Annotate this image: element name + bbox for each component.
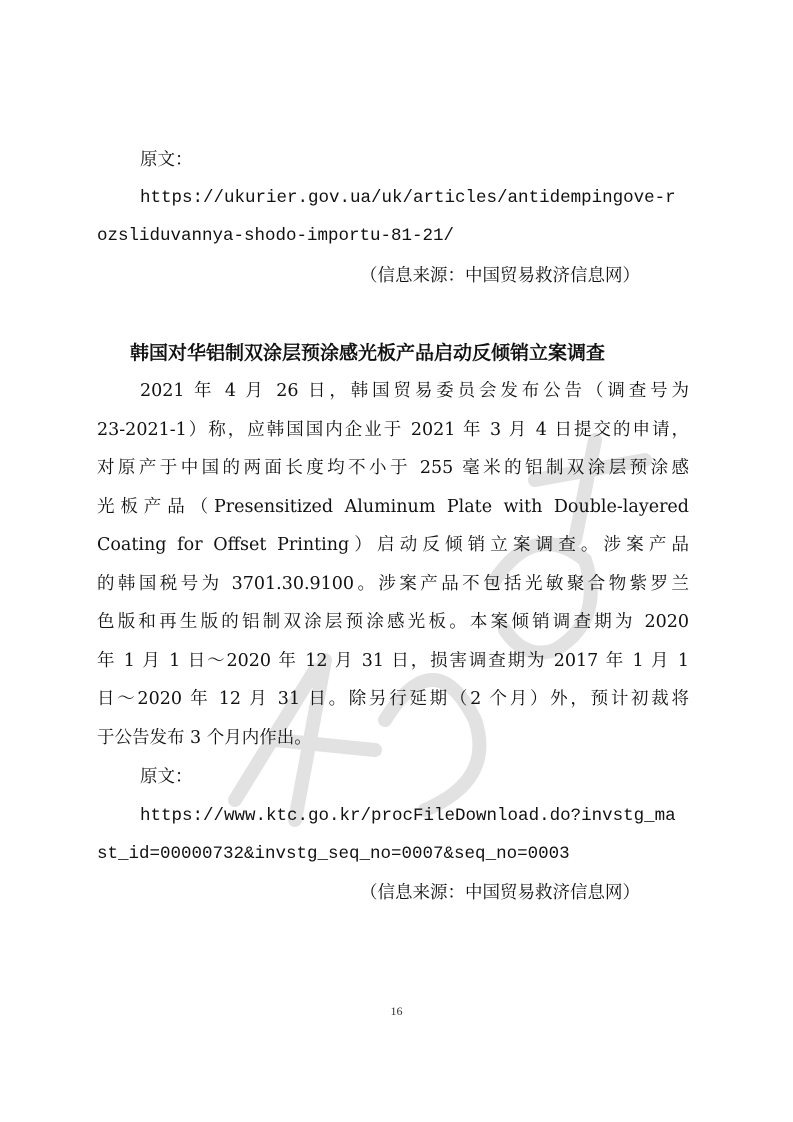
info-source: （信息来源：中国贸易救济信息网） [360, 266, 640, 286]
paragraph-line: Coating for Offset Printing）启动反倾销立案调查。涉案产品 [97, 535, 689, 555]
paragraph-line: 日～2020 年 12 月 31 日。除另行延期（2 个月）外，预计初裁将 [97, 689, 689, 709]
page-number: 16 [390, 1004, 403, 1018]
info-source: （信息来源：中国贸易救济信息网） [360, 883, 640, 903]
paragraph-line: 于公告发布 3 个月内作出。 [97, 728, 312, 748]
paragraph-line: 色版和再生版的铝制双涂层预涂感光板。本案倾销调查期为 2020 [97, 612, 689, 632]
original-label: 原文： [140, 767, 193, 787]
paragraph-line: 光板产品（Presensitized Aluminum Plate with Double-layered [97, 497, 689, 517]
source-url-line2[interactable]: st_id=00000732&invstg_seq_no=0007&seq_no=0003 [97, 844, 570, 864]
source-url-line1[interactable]: https://www.ktc.go.kr/procFileDownload.do?invstg_ma [140, 806, 676, 826]
paragraph-line: 年 1 月 1 日～2020 年 12 月 31 日，损害调查期为 2017 年 1 月 1 [97, 651, 689, 671]
paragraph-line: 的韩国税号为 3701.30.9100。涉案产品不包括光敏聚合物紫罗兰 [97, 574, 689, 594]
paragraph-line: 2021 年 4 月 26 日，韩国贸易委员会发布公告（调查号为 [140, 381, 689, 401]
source-url-line2[interactable]: ozsliduvannya-shodo-importu-81-21/ [97, 226, 455, 246]
paragraph-line: 23-2021-1）称，应韩国国内企业于 2021 年 3 月 4 日提交的申请， [97, 420, 689, 440]
article-title: 韩国对华铝制双涂层预涂感光板产品启动反倾销立案调查 [130, 342, 606, 364]
source-url-line1[interactable]: https://ukurier.gov.ua/uk/articles/antidempingove-r [140, 188, 676, 208]
original-label: 原文： [140, 150, 193, 170]
paragraph-line: 对原产于中国的两面长度均不小于 255 毫米的铝制双涂层预涂感 [97, 458, 689, 478]
